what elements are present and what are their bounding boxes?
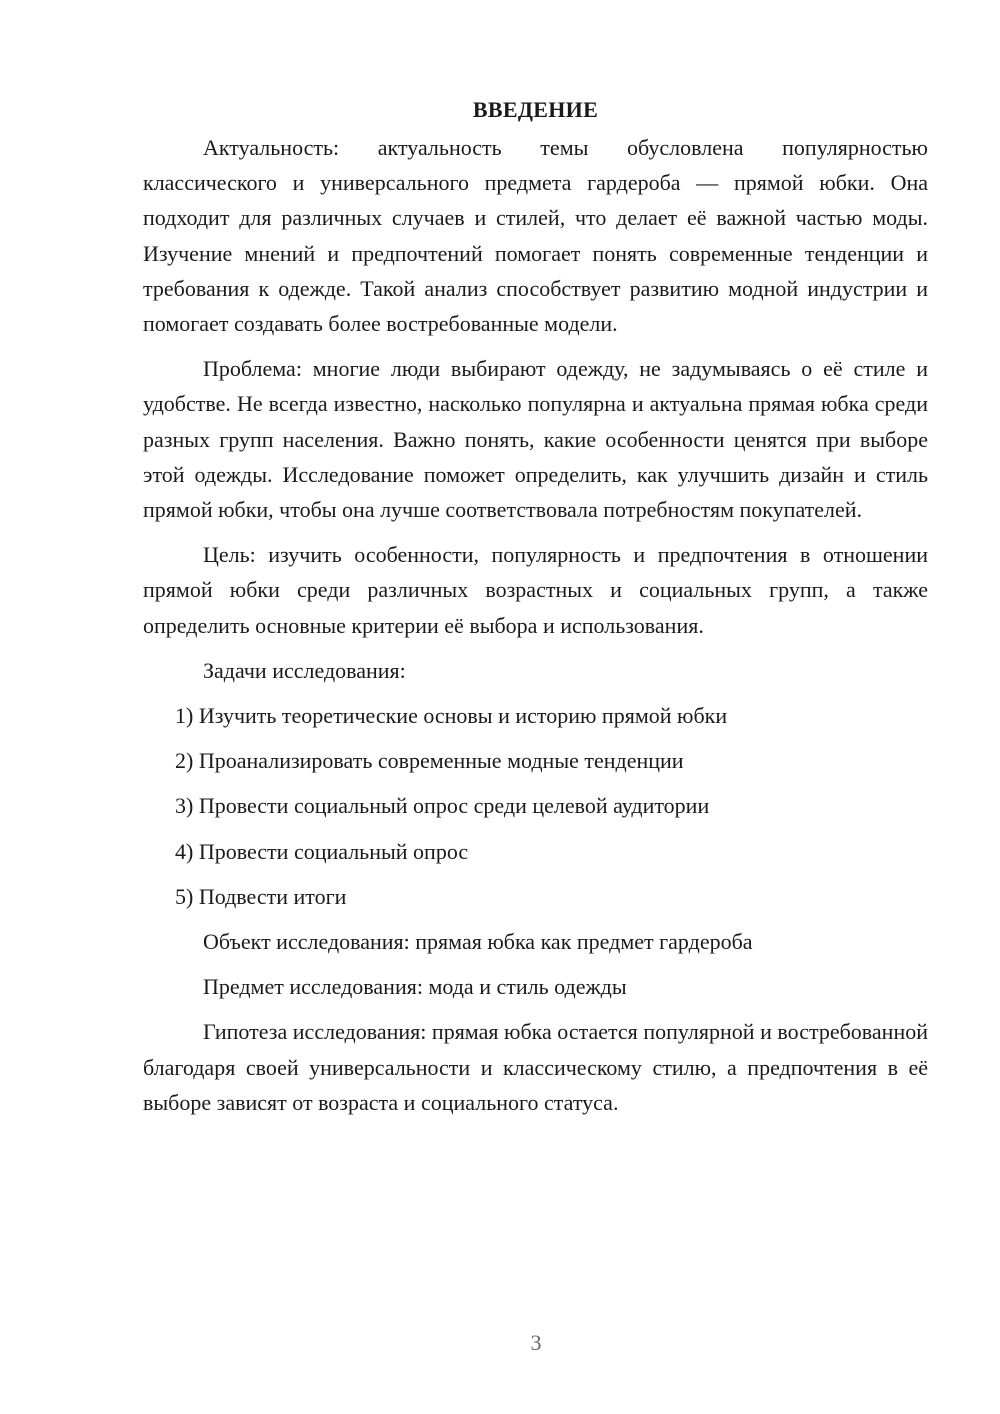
task-item-5: 5) Подвести итоги [175,883,347,909]
hypothesis-paragraph: Гипотеза исследования: прямая юбка остается популярной и востребованной благодаря своей универсальности и классическому стилю, а предпочтения в её выборе зависят от возраста и социального статуса. [143,1019,928,1115]
task-item-2: 2) Проанализировать современные модные тенденции [175,748,684,774]
page-title: ВВЕДЕНИЕ [472,97,599,122]
relevance-paragraph: Актуальность: актуальность темы обусловлена популярностью классического и универсального предмета гардероба — прямой юбки. Она подходит для различных случаев и стилей, что делает её важной частью моды. Изучение мнений и предпочтений помогает понять современные тенденции и требования к одежде. Такой анализ способствует развитию модной индустрии и помогает создавать более востребованные модели. [143,135,928,337]
task-item-3: 3) Провести социальный опрос среди целевой аудитории [175,793,710,819]
goal-paragraph: Цель: изучить особенности, популярность и предпочтения в отношении прямой юбки среди различных возрастных и социальных групп, а также определить основные критерии её выбора и использования. [143,542,928,638]
tasks-list [143,698,928,914]
task-item-1: 1) Изучить теоретические основы и историю прямой юбки [175,703,728,729]
tasks-heading: Задачи исследования: [203,657,406,683]
research-subject: Предмет исследования: мода и стиль одежды [203,974,627,1000]
page-number: 3 [530,1330,542,1355]
task-item-4: 4) Провести социальный опрос [175,838,469,864]
document-page [143,92,928,1130]
problem-paragraph: Проблема: многие люди выбирают одежду, не задумываясь о её стиле и удобстве. Не всегда известно, насколько популярна и актуальна прямая юбка среди разных групп населения. Важно понять, какие особенности ценятся при выборе этой одежды. Исследование поможет определить, как улучшить дизайн и стиль прямой юбки, чтобы она лучше соответствовала потребностям покупателей. [143,356,928,523]
research-object: Объект исследования: прямая юбка как предмет гардероба [203,929,753,955]
